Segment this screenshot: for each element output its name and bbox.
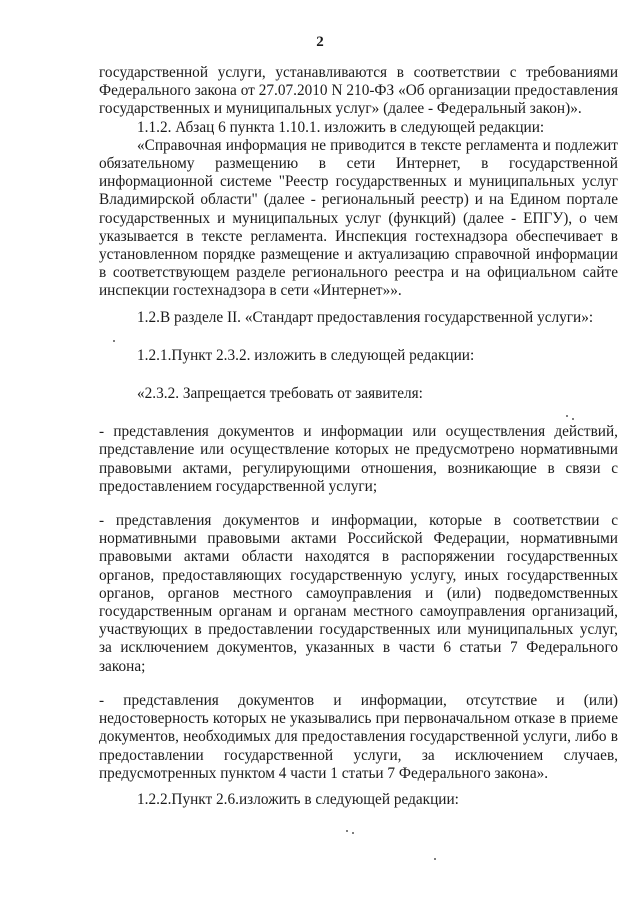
paragraph-1-2-2: 1.2.2.Пункт 2.6.изложить в следующей редакции:	[137, 790, 459, 808]
scan-speck	[352, 832, 354, 834]
scan-speck	[346, 830, 348, 832]
paragraph-1-1-2: 1.1.2. Абзац 6 пункта 1.10.1. изложить в следующей редакции:	[137, 118, 545, 136]
paragraph-1-2-1: 1.2.1.Пункт 2.3.2. изложить в следующей редакции:	[137, 346, 475, 364]
scan-speck	[572, 418, 574, 420]
paragraph-continuation: государственной услуги, устанавливаются в соответствии с требованиями Федерального закона от 27.07.2010 N 210-ФЗ «Об организации предоставления государственных и муниципальных услуг» (далее - Федеральный закон)».	[99, 64, 618, 118]
paragraph-2-3-2: «2.3.2. Запрещается требовать от заявителя:	[137, 385, 423, 403]
scan-speck	[434, 858, 436, 860]
page-number: 2	[316, 34, 324, 50]
paragraph-1-2: 1.2.В разделе II. «Стандарт предоставления государственной услуги»:	[137, 308, 594, 326]
list-item: - представления документов и информации или осуществления действий, представление или осуществление которых не предусмотрено нормативными правовыми актами, регулирующими отношения, возникающие в связи с предоставлением государственной услуги;	[99, 423, 618, 495]
scan-speck	[566, 415, 568, 417]
list-item: - представления документов и информации, отсутствие и (или) недостоверность которых не указывались при первоначальном отказе в приеме документов, необходимых для предоставления государственной услуги, либо в предоставлении государственной услуги, за исключением случаев, предусмотренных пунктом 4 части 1 статьи 7 Федерального закона».	[99, 691, 618, 782]
document-body	[99, 64, 618, 809]
list-item: - представления документов и информации, которые в соответствии с нормативными правовыми актами Российской Федерации, нормативными правовыми актами области находятся в распоряжении государственных органов, предоставляющих государственную услугу, иных государственных органов, органов местного самоуправления и (или) подведомственных государственным органам и органам местного самоуправления организаций, участвующих в предоставлении государственных или муниципальных услуг, за исключением документов, указанных в части 6 статьи 7 Федерального закона;	[99, 512, 618, 675]
paragraph-reference-info: «Справочная информация не приводится в тексте регламента и подлежит обязательному размещению в сети Интернет, в государственной информационной системе "Реестр государственных и муниципальных услуг Владимирской области" (далее - региональный реестр) и на Едином портале государственных и муниципальных услуг (функций) (далее - ЕПГУ), о чем указывается в тексте регламента. Инспекция гостехнадзора обеспечивает в установленном порядке размещение и актуализацию справочной информации в соответствующем разделе регионального реестра и на официальном сайте инспекции гостехнадзора в сети «Интернет»».	[99, 136, 618, 300]
scan-speck	[113, 340, 115, 342]
